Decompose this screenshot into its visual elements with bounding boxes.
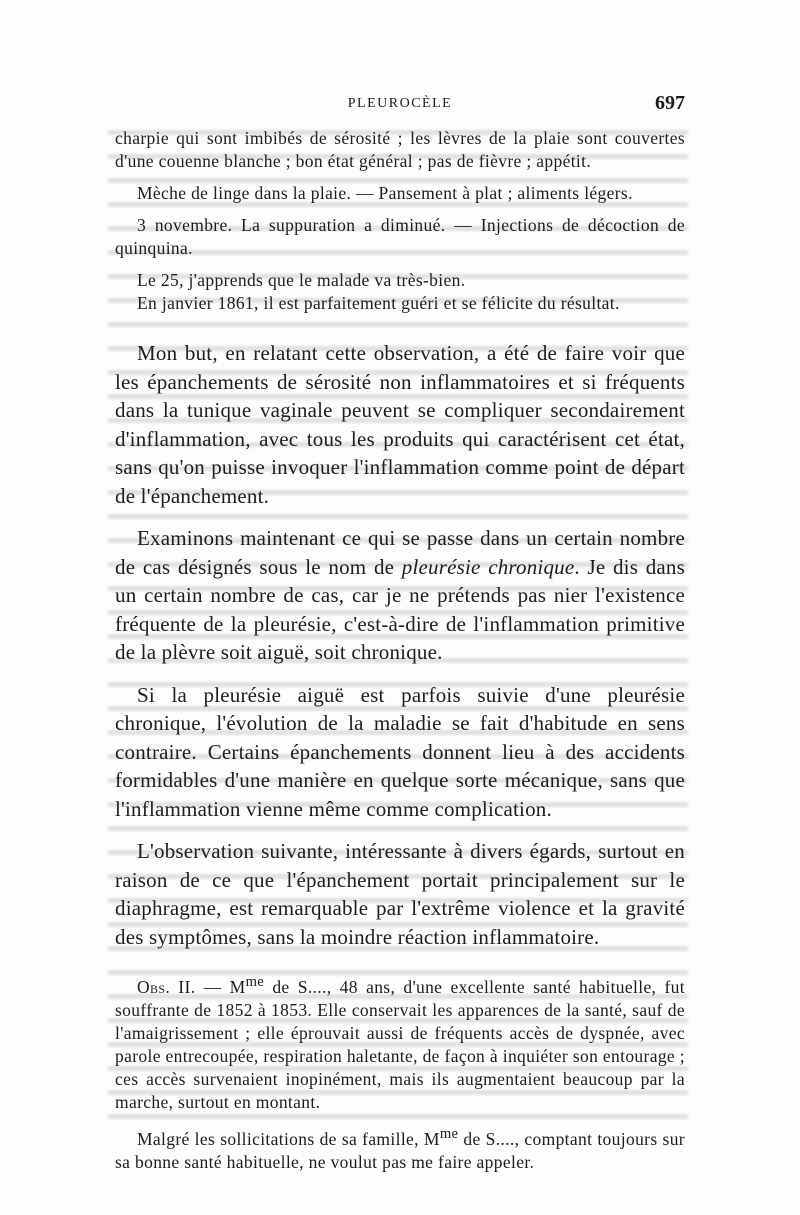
paragraph-purpose: Mon but, en relatant cette observation, a été de faire voir que les épanchements de sérosité non inflammatoires et si fréquents dans la tunique vaginale peuvent se compliquer secondairement d'inflammation, avec tous les produits qui caractérisent cet état, sans qu'on puisse invoquer l'inflammation comme point de départ de l'épanchement. <box>115 341 685 508</box>
examine-term: pleurésie chronique <box>401 554 575 579</box>
obs-text: de S...., 48 ans, d'une excellente santé habituelle, fut souffrante de 1852 à 1853. Elle conservait les apparences de la santé, sauf de l'amaigrissement ; elle éprouvait aussi de fréquents accès de dyspnée, avec parole entrecoupée, respiration haletante, de façon à inquiéter son entourage ; ces accès survenaient inopinément, mais ils augmentaient beaucoup par la marche, surtout en montant. <box>115 976 685 1112</box>
page-number: 697 <box>655 92 685 114</box>
examine-text-a: Examinons maintenant ce qui se passe dans un certain nombre de cas désignés sous le nom de <box>115 526 685 579</box>
family-title-m: M <box>423 1128 440 1149</box>
paragraph-treatment: Mèche de linge dans la plaie. — Pansement à plat ; aliments légers. <box>137 183 633 203</box>
paragraph-acute: Si la pleurésie aiguë est parfois suivie d'une pleurésie chronique, l'évolution de la maladie se fait d'habitude en sens contraire. Certains épanchements donnent lieu à des accidents formidables d'une manière en quelque sorte mécanique, sans que l'inflammation vienne même comme complication. <box>115 682 685 821</box>
paragraph-examine <box>115 524 685 667</box>
paragraph-observation: L'observation suivante, intéressante à divers égards, surtout en raison de ce que l'épanchement portait principalement sur le diaphragme, est remarquable par l'extrême violence et la gravité des symptômes, sans la moindre réaction inflammatoire. <box>115 839 685 949</box>
paragraph-november: 3 novembre. La suppuration a diminué. — Injections de décoction de quinquina. <box>115 215 685 258</box>
body-text <box>115 127 685 1174</box>
paragraph-25th: Le 25, j'apprends que le malade va très-bien. <box>137 270 466 290</box>
running-head <box>115 92 685 120</box>
family-text-b: de S...., comptant toujours sur sa bonne santé habituelle, ne voulut pas me faire appeler. <box>115 1128 685 1172</box>
obs-title-me: me <box>245 974 265 990</box>
paragraph-family <box>115 1123 685 1174</box>
obs-title-m: M <box>229 976 246 997</box>
examine-text-b: . Je dis dans un certain nombre de cas, car je ne prétends pas nier l'existence fréquente de la pleurésie, c'est-à-dire de l'inflammation primitive de la plèvre soit aiguë, soit chronique. <box>115 554 685 664</box>
obs-label: Obs. II. — <box>137 976 222 997</box>
family-text-a: Malgré les sollicitations de sa famille, <box>137 1128 419 1149</box>
paragraph-january: En janvier 1861, il est parfaitement guéri et se félicite du résultat. <box>137 293 620 313</box>
paragraph-continuation: charpie qui sont imbibés de sérosité ; les lèvres de la plaie sont couvertes d'une couenne blanche ; bon état général ; pas de fièvre ; appétit. <box>115 128 685 171</box>
running-title: PLEUROCÈLE <box>347 96 453 111</box>
paragraph-obs-ii <box>115 971 685 1114</box>
family-title-me: me <box>439 1125 459 1142</box>
